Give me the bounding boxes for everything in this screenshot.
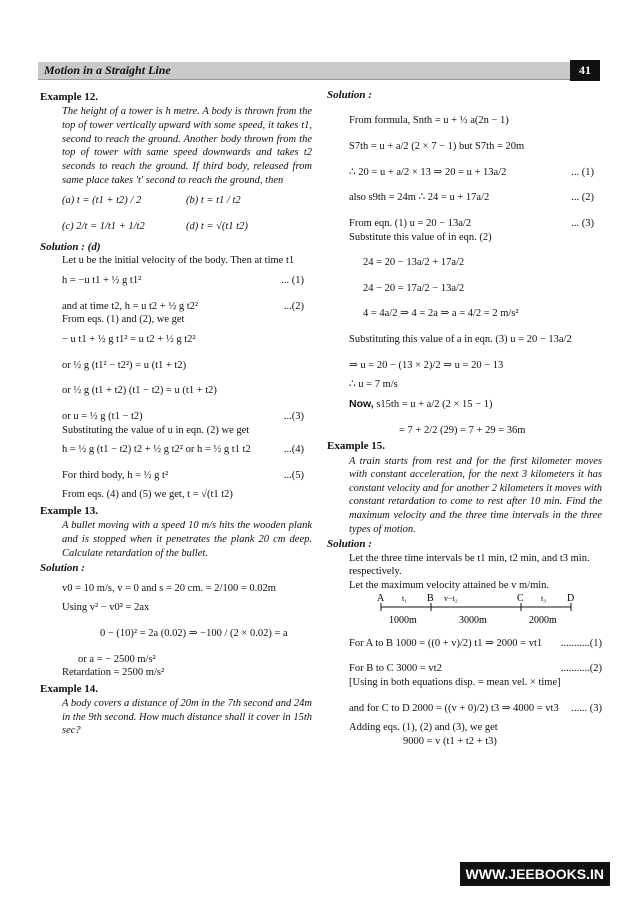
sol15-eq-1 <box>327 637 602 651</box>
distance-2-label: 3000m <box>459 614 487 626</box>
sol14-eq-8: 24 − 20 = 17a/2 − 13a/2 <box>363 282 465 294</box>
sol15-eq-6: 9000 = v (t1 + t2 + t3) <box>403 735 497 747</box>
example-15-question: A train starts from rest and for the first kilometer moves with constant acceleration, for the next 3 kilometers it has constant velocity and for another 2 kilometers it moves with constant retardation to come to rest after 10 min. Find the maximum velocity and the three time intervals in the three types of motion. <box>349 455 602 535</box>
sol12-eq-2 <box>40 300 312 314</box>
watermark: WWW.JEEBOOKS.IN <box>460 862 610 886</box>
sol14-eq-7: 24 = 20 − 13a/2 + 17a/2 <box>363 257 465 269</box>
sol12-eq-4: or ½ g (t1² − t2²) = u (t1 + t2) <box>62 359 187 371</box>
sol13-eq-4: or a = − 2500 m/s² <box>78 653 156 665</box>
sol14-eq-9: 4 = 4a/2 ⇒ 4 = 2a ⇒ a = 4/2 = 2 m/s² <box>363 308 519 320</box>
eq-7-text: h = ½ g (t1 − t2) t2 + ½ g t2² or h = ½ g t1 t2 <box>62 444 251 456</box>
u1-text: For A to B 1000 = ((0 + v)/2) t1 ⇒ 2000 = vt1 <box>349 637 543 649</box>
r3-tag: ... (1) <box>571 166 594 178</box>
right-column <box>327 88 602 748</box>
r4-text: also s9th = 24m ∴ 24 = u + 17a/2 <box>349 192 490 204</box>
example-12-label: Example 12. <box>40 91 99 103</box>
point-a-label: A <box>377 592 385 604</box>
eq-1-text: h = −u t1 + ½ g t1² <box>62 275 142 287</box>
sol15-line-1: Let the three time intervals be t1 min, t2 min, and t3 min. respectively. <box>349 552 590 578</box>
option-a: (a) t = (t1 + t2) / 2 <box>62 195 142 207</box>
sol14-eq-13 <box>327 398 602 412</box>
sol12-eq-1 <box>40 274 312 288</box>
options-row-2 <box>40 220 312 240</box>
sol12-line-1: Let u be the initial velocity of the body. Then at time t1 <box>62 255 295 267</box>
sol15-eq-4 <box>327 702 602 716</box>
r4-tag: ... (2) <box>571 192 594 204</box>
t1-label: t₁ <box>402 593 408 603</box>
eq-6-tag: ...(3) <box>283 410 304 422</box>
sol14-eq-3 <box>327 166 602 180</box>
sol14-eq-5 <box>327 217 602 231</box>
left-column <box>40 88 312 739</box>
sol13-eq-3: 0 − (10)² = 2a (0.02) ⇒ −100 / (2 × 0.02) = a <box>100 627 288 639</box>
sol13-eq-5: Retardation = 2500 m/s² <box>62 667 165 679</box>
eq-2-tag: ...(2) <box>283 300 304 312</box>
example-14-label: Example 14. <box>40 682 99 695</box>
sol14-eq-2: S7th = u + a/2 (2 × 7 − 1) but S7th = 20m <box>349 140 525 152</box>
sol14-eq-4 <box>327 191 602 205</box>
u2-text: For B to C 3000 = vt2 <box>349 663 442 675</box>
u4-tag: ...... (3) <box>571 702 602 714</box>
example-13-label: Example 13. <box>40 505 99 518</box>
sol12-eq-8 <box>40 469 312 483</box>
option-c: (c) 2/t = 1/t1 + 1/t2 <box>62 221 145 233</box>
r5-text: From eqn. (1) u = 20 − 13a/2 <box>349 217 472 229</box>
page-header <box>38 62 600 80</box>
now-label: Now, <box>349 397 374 410</box>
sol15-eq-2 <box>327 662 602 676</box>
point-b-label: B <box>427 592 434 604</box>
example-12-question: The height of a tower is h metre. A body is thrown from the top of tower vertically upward with some speed, it takes t1, second to reach the ground. Another body thrown from the top of tower with same speed downwards and takes t2 seconds to reach the ground. If third body, released from same place takes 't' second to reach the ground, then <box>62 106 312 186</box>
solution-12-label: Solution : (d) <box>40 241 101 254</box>
example-13-question: A bullet moving with a speed 10 m/s hits the wooden plank and is stopped when it penetrates the plank 20 cm deep. Calculate retardation of the bullet. <box>62 520 312 559</box>
page-number: 41 <box>570 60 600 81</box>
sol12-eq-6 <box>40 410 312 424</box>
sol15-line-3: [Using in both equations disp. = mean vel. × time] <box>349 676 561 688</box>
t2-label: v−t₂ <box>444 593 458 603</box>
r13-text: s15th = u + a/2 (2 × 15 − 1) <box>376 398 493 410</box>
point-d-label: D <box>567 592 575 604</box>
distance-3-label: 2000m <box>529 614 557 626</box>
sol12-eq-3: − u t1 + ½ g t1² = u t2 + ½ g t2² <box>62 334 196 345</box>
u4-text: and for C to D 2000 = ((v + 0)/2) t3 ⇒ 4000 = vt3 <box>349 702 559 714</box>
option-d: (d) t = √(t1 t2) <box>186 221 248 233</box>
segment-diagram <box>349 593 602 637</box>
sol12-eq-7 <box>40 443 312 457</box>
sol13-eq-2: Using v² − v0² = 2ax <box>62 602 150 614</box>
sol12-eq-9: From eqs. (4) and (5) we get, t = √(t1 t2) <box>62 489 233 501</box>
example-15-label: Example 15. <box>327 440 386 453</box>
sol13-eq-1: v0 = 10 m/s, v = 0 and s = 20 cm. = 2/100 = 0.02m <box>62 582 276 594</box>
sol14-eq-1: From formula, Snth = u + ½ a(2n − 1) <box>349 115 509 127</box>
option-b: (b) t = t1 / t2 <box>186 195 241 207</box>
segment-diagram-svg <box>349 593 599 637</box>
options-row-1 <box>40 194 312 214</box>
solution-13-label: Solution : <box>40 562 85 575</box>
sol14-eq-10: Substituting this value of a in eqn. (3) u = 20 − 13a/2 <box>349 334 572 346</box>
sol15-line-2: Let the maximum velocity attained be v m/min. <box>349 579 550 591</box>
t3-label: t₃ <box>541 593 547 603</box>
solution-15-label: Solution : <box>327 538 372 551</box>
solution-14-label: Solution : <box>327 89 372 101</box>
point-c-label: C <box>517 592 524 604</box>
distance-1-label: 1000m <box>389 614 417 626</box>
sol12-line-4: From eqs. (1) and (2), we get <box>62 314 185 326</box>
eq-6-text: or u = ½ g (t1 − t2) <box>62 410 143 422</box>
sol12-eq-5: or ½ g (t1 + t2) (t1 − t2) = u (t1 + t2) <box>62 385 217 397</box>
sol14-eq-12: ∴ u = 7 m/s <box>349 379 398 391</box>
eq-8-tag: ...(5) <box>283 469 304 481</box>
sol15-line-5: Adding eqs. (1), (2) and (3), we get <box>349 722 498 734</box>
sol12-line-9: Substituting the value of u in eqn. (2) we get <box>62 424 250 436</box>
u2-tag: ...........(2) <box>560 663 602 675</box>
r3-text: ∴ 20 = u + a/2 × 13 ⇒ 20 = u + 13a/2 <box>349 166 507 178</box>
u1-tag: ...........(1) <box>560 637 602 649</box>
eq-8-text: For third body, h = ½ g t² <box>62 469 169 481</box>
chapter-title: Motion in a Straight Line <box>44 63 171 77</box>
eq-7-tag: ...(4) <box>283 444 304 456</box>
sol14-line-6: Substitute this value of in eqn. (2) <box>349 231 492 243</box>
sol14-eq-11: ⇒ u = 20 − (13 × 2)/2 ⇒ u = 20 − 13 <box>349 359 504 371</box>
eq-1-tag: ... (1) <box>281 275 304 287</box>
r5-tag: ... (3) <box>571 217 594 229</box>
example-14-question: A body covers a distance of 20m in the 7th second and 24m in the 9th second. How much distance shall it cover in 15th sec? <box>62 698 312 737</box>
sol14-eq-14: = 7 + 2/2 (29) = 7 + 29 = 36m <box>399 424 526 436</box>
eq-2-text: and at time t2, h = u t2 + ½ g t2² <box>62 300 199 312</box>
